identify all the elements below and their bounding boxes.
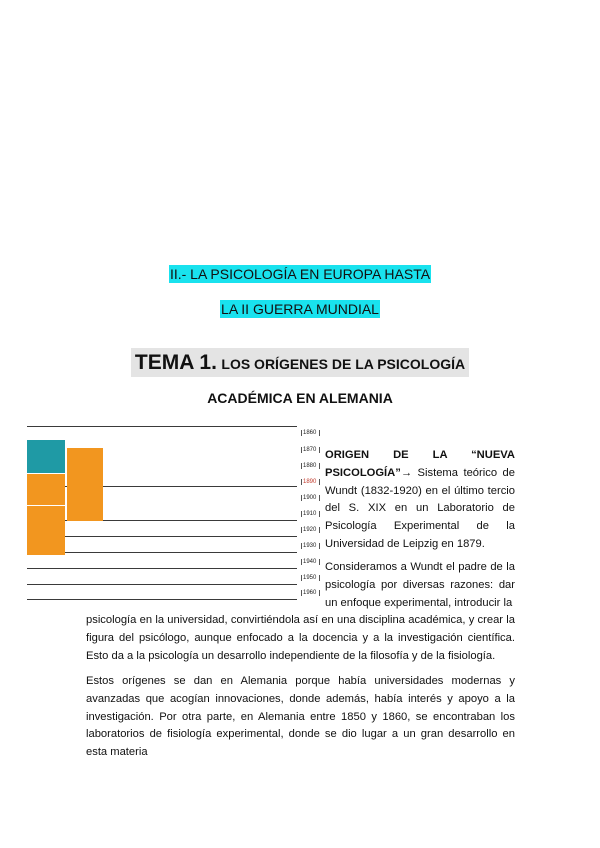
paragraph-wundt-start: Consideramos a Wundt el padre de la psicología por diversas razones: dar un enfoque experimental, introducir la: [325, 561, 515, 609]
timeline-year: 1870: [301, 447, 320, 453]
timeline-year: 1860: [301, 430, 320, 436]
tema-number: TEMA 1.: [134, 351, 217, 374]
timeline-line: [27, 426, 297, 427]
timeline-block-orange: [27, 506, 65, 555]
timeline-year: 1900: [301, 495, 320, 501]
timeline-line: [27, 584, 297, 585]
timeline-block-orange: [67, 448, 103, 521]
timeline-year: 1950: [301, 575, 320, 581]
unit-title-line-1: [0, 266, 600, 282]
timeline-line: [27, 599, 297, 600]
timeline-year: 1930: [301, 543, 320, 549]
unit-title-line-1-text: II.- LA PSICOLOGÍA EN EUROPA HASTA: [169, 266, 431, 282]
unit-title-line-2: [0, 301, 600, 317]
timeline-line: [27, 536, 297, 537]
timeline-year: 1880: [301, 463, 320, 469]
timeline-line: [27, 568, 297, 569]
timeline-block-teal: [27, 440, 65, 473]
timeline-year: 1910: [301, 511, 320, 517]
tema-title: LOS ORÍGENES DE LA PSICOLOGÍA: [221, 356, 466, 372]
timeline-figure: [27, 418, 317, 600]
tema-heading: [0, 348, 600, 377]
timeline-year: 1960: [301, 590, 320, 596]
paragraph-origen-heading: ORIGEN DE LA “NUEVA PSICOLOGÍA”: [325, 449, 515, 479]
paragraph-alemania: Estos orígenes se dan en Alemania porque había universidades modernas y avanzadas que acogían innovaciones, donde además, había interés y apoyo a la investigación. Por otra parte, en Alemania entre 1850 y 1860, se encontraban los laboratorios de fisiología experimental, donde se dio lugar a un gran desarrollo en esta materia: [86, 675, 515, 759]
timeline-line: [27, 552, 297, 553]
arrow-icon: →: [400, 466, 413, 479]
unit-title-line-2-text: LA II GUERRA MUNDIAL: [221, 301, 379, 317]
timeline-year: 1920: [301, 527, 320, 533]
paragraph-origen-text: Sistema teórico de Wundt (1832-1920) en el último tercio del S. XIX en un Laboratorio de Psicología Experimental de la Universidad de Leipzig en 1879.: [325, 466, 515, 550]
timeline-year: 1890: [301, 479, 320, 485]
paragraph-origen: [325, 447, 515, 554]
tema-subtitle: ACADÉMICA EN ALEMANIA: [207, 390, 393, 406]
tema-heading-box: [131, 348, 469, 377]
timeline-year: 1940: [301, 559, 320, 565]
timeline-block-orange: [27, 474, 65, 505]
paragraph-wundt-cont: psicología en la universidad, convirtiéndola así en una disciplina académica, y crear la figura del psicólogo, aunque enfocado a la docencia y a la investigación científica. Esto da a la psicología un desarrollo independiente de la filosofía y de la fisiología.: [86, 614, 515, 662]
